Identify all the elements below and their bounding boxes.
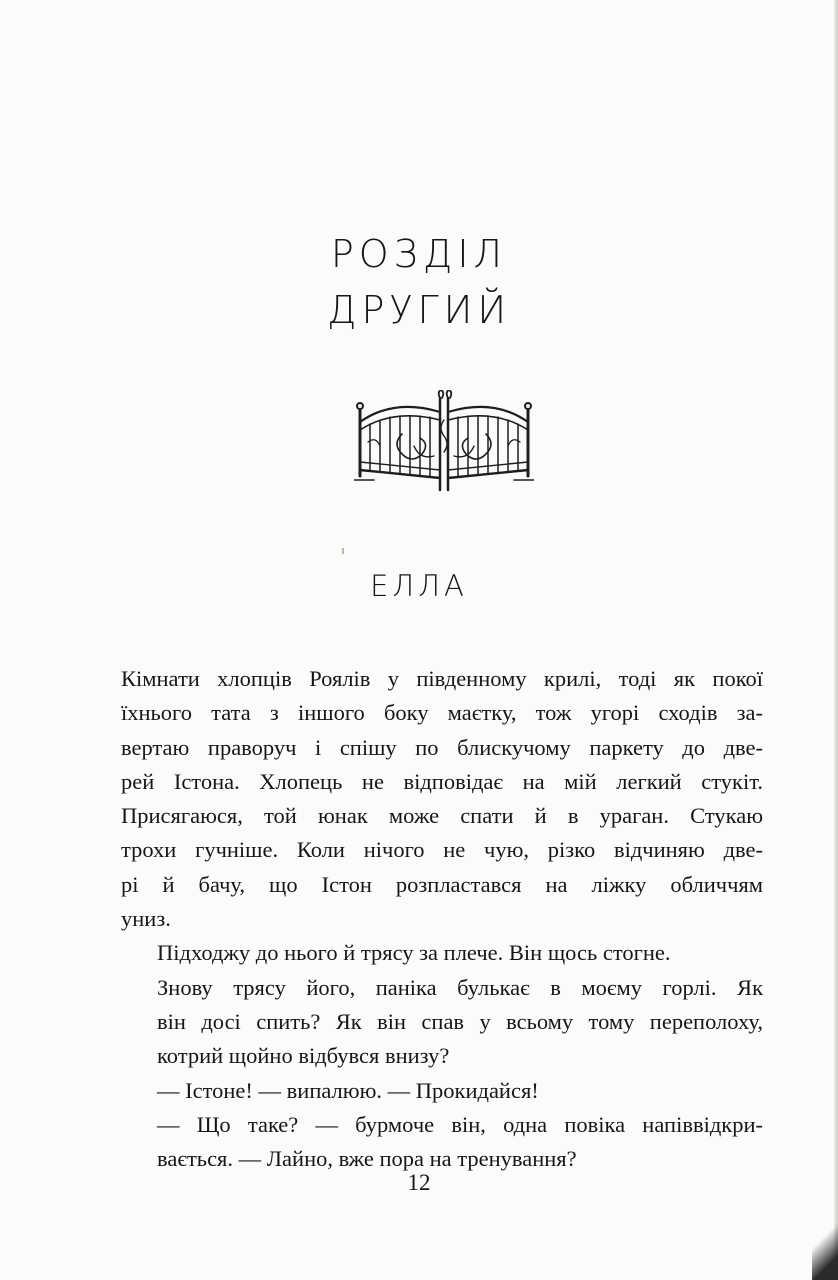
wrought-iron-gate-icon: [354, 390, 534, 495]
text-line: вається. — Лайно, вже пора на тренування?: [157, 1146, 577, 1172]
text-line: — Істоне! — випалюю. — Прокидайся!: [157, 1077, 539, 1103]
chapter-title: [0, 226, 838, 338]
page-number: 12: [407, 1170, 431, 1195]
stray-mark: [342, 548, 344, 554]
text-line: вертаю праворуч і спішу по блискучому паркету до две-: [121, 734, 763, 760]
text-line: Знову трясу його, паніка булькає в моєму горлі. Як: [157, 974, 763, 1000]
chapter-title-line-2: ДРУГИЙ: [326, 288, 512, 332]
text-line: рі й бачу, що Істон розпластався на ліжку обличчям: [121, 871, 763, 897]
page-edge: [834, 0, 838, 1280]
text-line: він досі спить? Як він спав у всьому тому переполоху,: [157, 1008, 763, 1034]
chapter-title-line-1: РОЗДІЛ: [330, 232, 508, 276]
text-line: їхнього тата з іншого боку маєтку, тож угорі сходів за-: [121, 700, 763, 726]
corner-shadow: [812, 1210, 838, 1280]
text-line: Підходжу до нього й трясу за плече. Він щось стогне.: [157, 940, 671, 966]
text-line: трохи гучніше. Коли нічого не чую, різко відчиняю две-: [121, 837, 763, 863]
text-line: Присягаюся, той юнак може спати й в ураган. Стукаю: [121, 803, 763, 829]
text-line: рей Істона. Хлопець не відповідає на мій легкий стукіт.: [121, 768, 763, 794]
text-line: котрий щойно відбувся внизу?: [157, 1043, 450, 1069]
text-line: Кімнати хлопців Роялів у південному крилі, тоді як покої: [121, 666, 763, 691]
text-line: — Що таке? — бурмоче він, одна повіка напіввідкри-: [157, 1111, 763, 1137]
pov-character-name: ЕЛЛА: [370, 569, 468, 603]
body-text: [121, 662, 763, 1176]
text-line: униз.: [121, 906, 171, 932]
